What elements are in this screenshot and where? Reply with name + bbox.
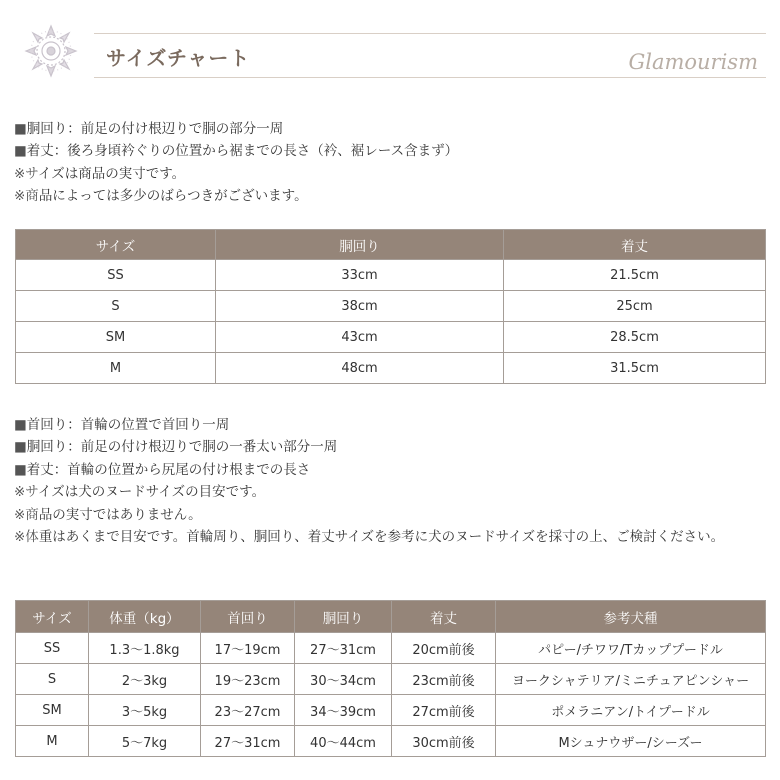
header <box>0 0 780 100</box>
table-cell: 30cm前後 <box>392 726 496 757</box>
table-cell: 40～44cm <box>295 726 392 757</box>
size-table-dog <box>15 600 766 757</box>
table-cell: 30～34cm <box>295 664 392 695</box>
header-rule-top <box>94 33 766 34</box>
table-header-row <box>16 601 766 633</box>
table-row <box>16 633 766 664</box>
table-header-row <box>16 230 766 260</box>
size-table-garment <box>15 229 766 384</box>
column-header: 着丈 <box>392 601 496 633</box>
table-cell: 2～3kg <box>89 664 201 695</box>
table-cell: Mシュナウザー/シーズー <box>496 726 766 757</box>
column-header: 体重（kg） <box>89 601 201 633</box>
page-title: サイズチャート <box>106 46 251 70</box>
column-header: サイズ <box>16 230 216 260</box>
table-row <box>16 695 766 726</box>
note-line: ※商品によっては多少のばらつきがございます。 <box>14 188 308 205</box>
table-cell: 48cm <box>216 353 504 384</box>
brand-logo: Glamourism <box>628 50 758 74</box>
notes-dog-size <box>14 414 766 548</box>
table-row <box>16 664 766 695</box>
table-cell: 3～5kg <box>89 695 201 726</box>
table-row <box>16 322 766 353</box>
table-cell: 21.5cm <box>504 260 766 291</box>
table-cell: 33cm <box>216 260 504 291</box>
column-header: 着丈 <box>504 230 766 260</box>
column-header: 首回り <box>201 601 295 633</box>
note-line: ※サイズは犬のヌードサイズの目安です。 <box>14 484 266 501</box>
table-cell: 5～7kg <box>89 726 201 757</box>
table-cell: 19～23cm <box>201 664 295 695</box>
note-line: ■首回り：首輪の位置で首回り一周 <box>14 417 230 433</box>
table-cell: M <box>16 353 216 384</box>
table-cell: SS <box>16 633 89 664</box>
column-header: サイズ <box>16 601 89 633</box>
table-cell: 23～27cm <box>201 695 295 726</box>
table-cell: パピー/チワワ/Tカッププードル <box>496 633 766 664</box>
table-row <box>16 726 766 757</box>
table-row <box>16 291 766 322</box>
note-line: ■胴回り：前足の付け根辺りで胴の一番太い部分一周 <box>14 439 338 456</box>
table-cell: SS <box>16 260 216 291</box>
note-line: ■着丈：後ろ身頃衿ぐりの位置から裾までの長さ（衿、裾レース含まず） <box>14 143 459 160</box>
note-line: ■胴回り：前足の付け根辺りで胴の部分一周 <box>14 121 284 137</box>
table-cell: M <box>16 726 89 757</box>
table-cell: ヨークシャテリア/ミニチュアピンシャー <box>496 664 766 695</box>
table-row <box>16 260 766 291</box>
table-cell: 25cm <box>504 291 766 322</box>
note-line: ※サイズは商品の実寸です。 <box>14 165 186 182</box>
table-cell: 27cm前後 <box>392 695 496 726</box>
table-cell: 34～39cm <box>295 695 392 726</box>
table-cell: 38cm <box>216 291 504 322</box>
table-cell: SM <box>16 322 216 353</box>
note-line: ■着丈：首輪の位置から尻尾の付け根までの長さ <box>14 461 311 478</box>
table-cell: 28.5cm <box>504 322 766 353</box>
header-rule-bottom <box>94 77 766 78</box>
table-cell: 43cm <box>216 322 504 353</box>
note-line: ※体重はあくまで目安です。首輪周り、胴回り、着丈サイズを参考に犬のヌードサイズを採寸の上、ご検討ください。 <box>14 529 725 546</box>
column-header: 胴回り <box>216 230 504 260</box>
table-cell: 27～31cm <box>201 726 295 757</box>
table-cell: S <box>16 291 216 322</box>
table-cell: SM <box>16 695 89 726</box>
table-cell: 20cm前後 <box>392 633 496 664</box>
table-cell: S <box>16 664 89 695</box>
table-cell: 27～31cm <box>295 633 392 664</box>
column-header: 参考犬種 <box>496 601 766 633</box>
table-cell: 17～19cm <box>201 633 295 664</box>
table-cell: 1.3～1.8kg <box>89 633 201 664</box>
notes-apparel <box>14 118 458 208</box>
table-row <box>16 353 766 384</box>
table-cell: 31.5cm <box>504 353 766 384</box>
table-cell: 23cm前後 <box>392 664 496 695</box>
column-header: 胴回り <box>295 601 392 633</box>
note-line: ※商品の実寸ではありません。 <box>14 506 202 523</box>
lace-ornament-icon <box>22 22 80 80</box>
table-cell: ポメラニアン/トイプードル <box>496 695 766 726</box>
